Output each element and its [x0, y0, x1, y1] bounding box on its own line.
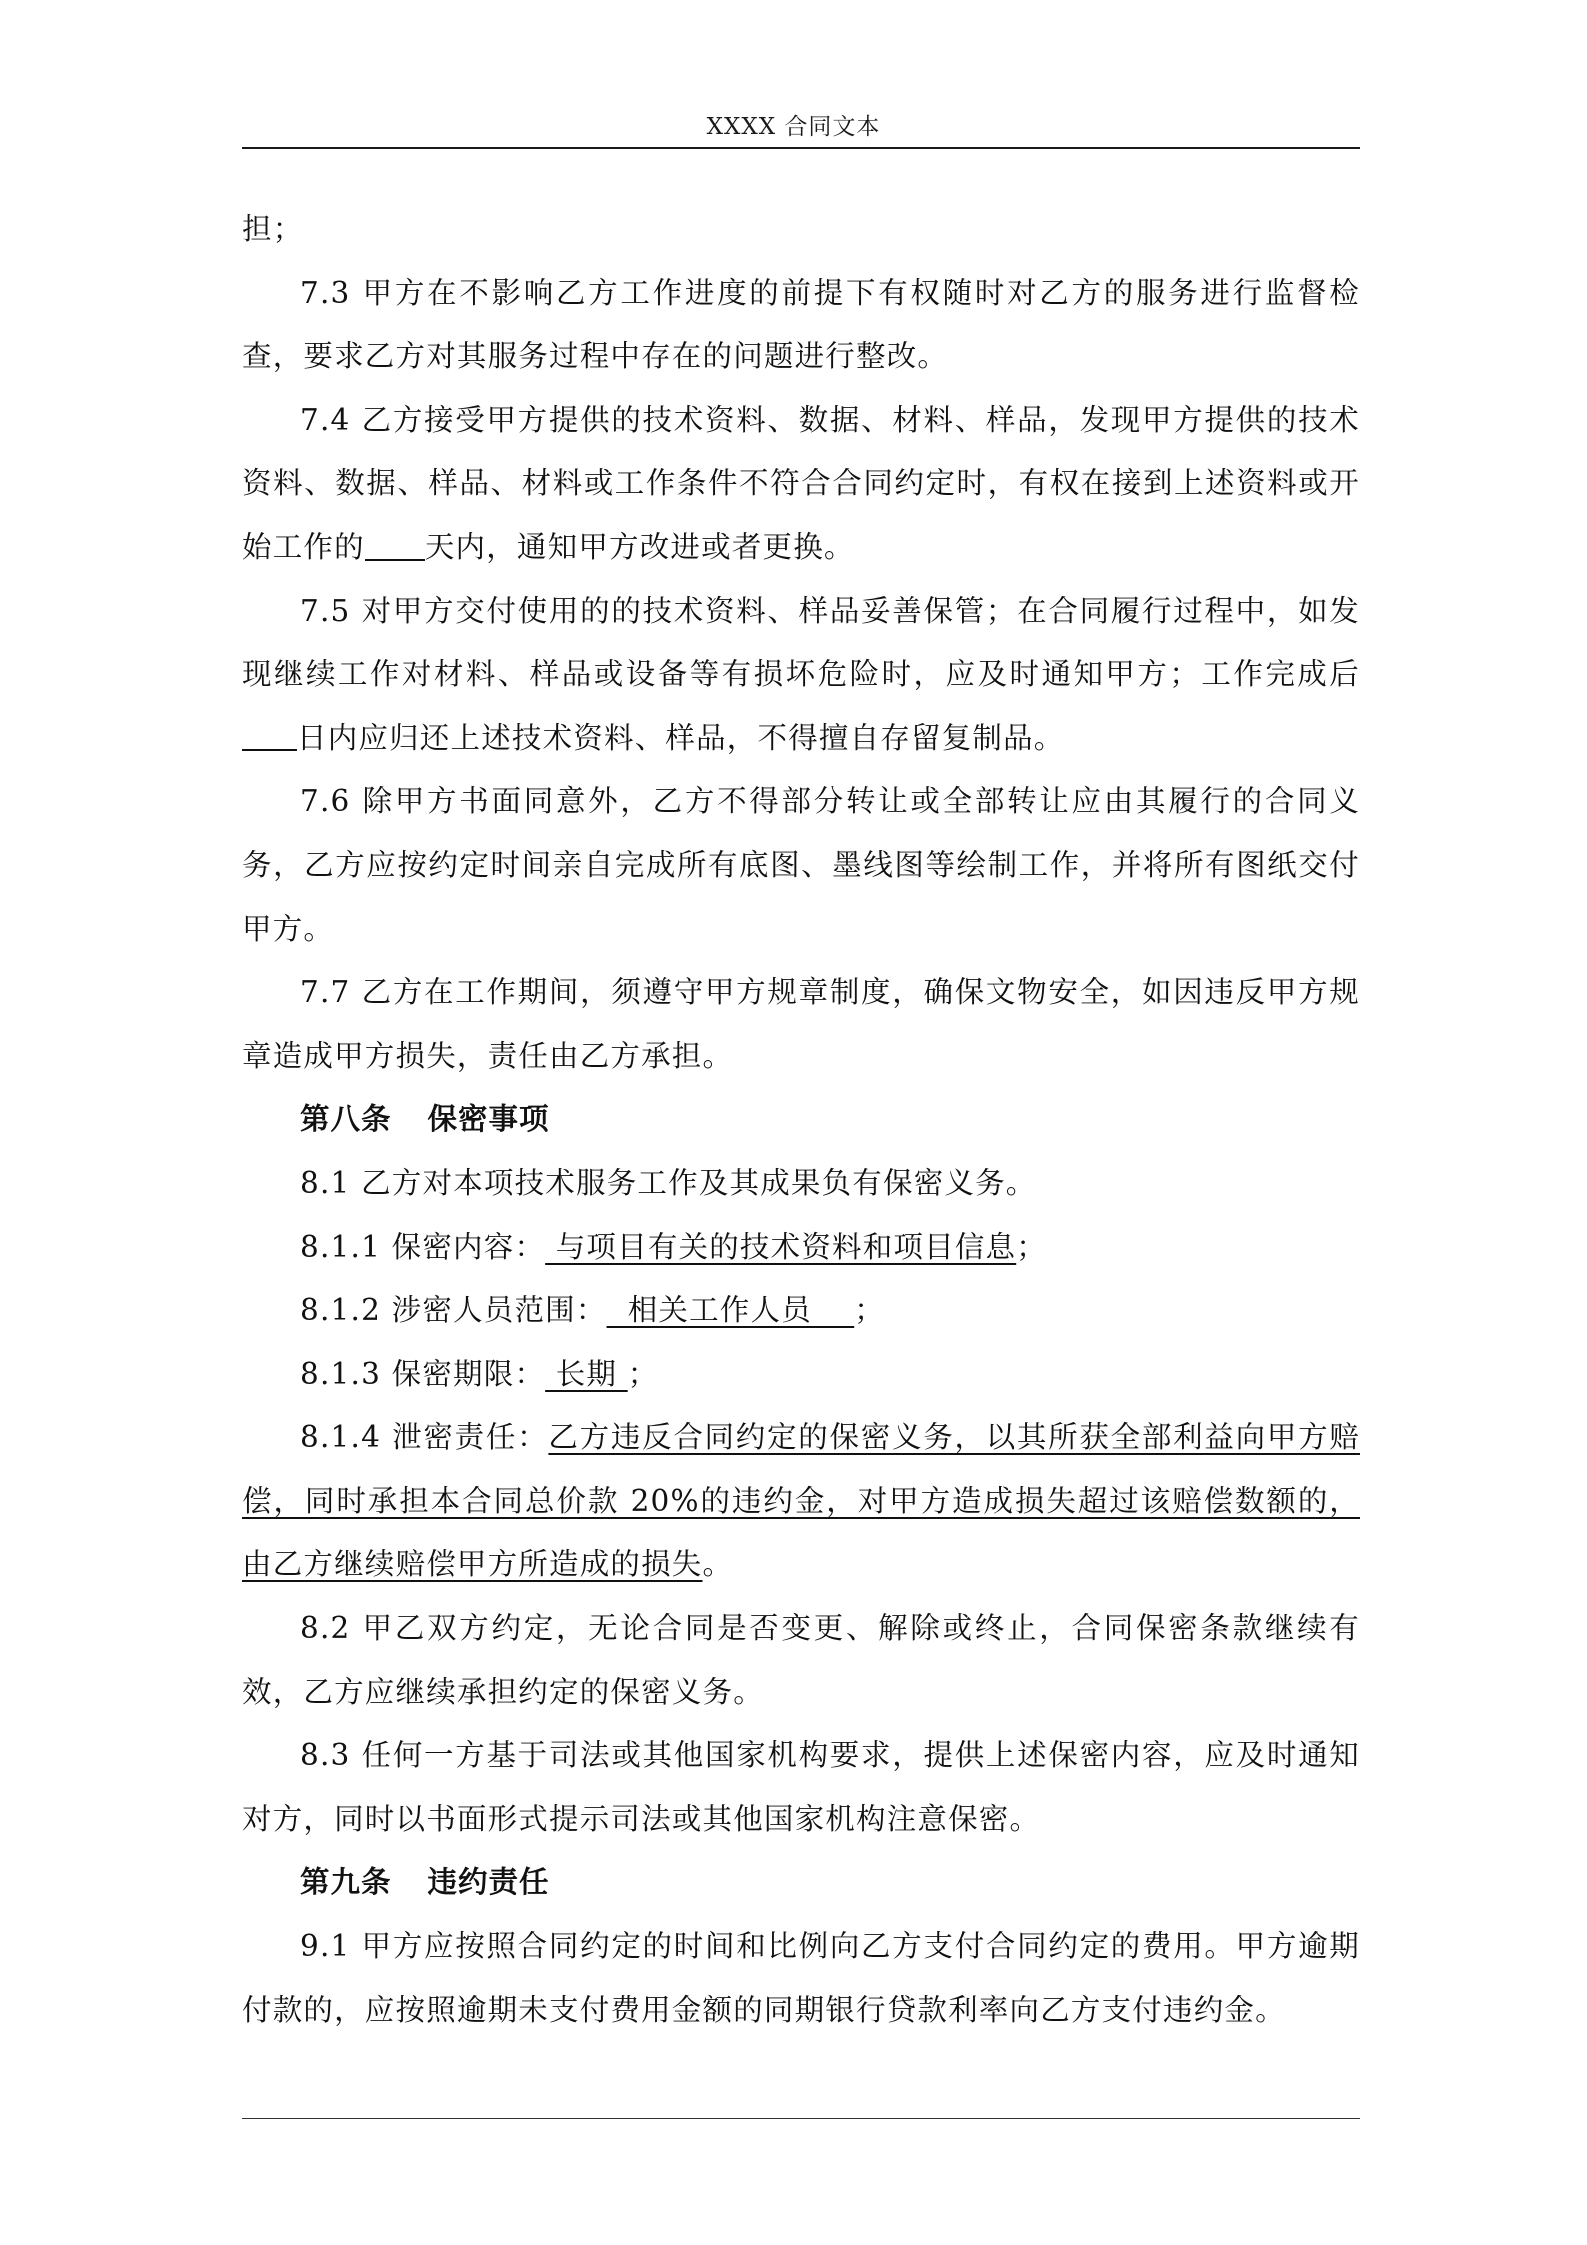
clause-8-1-2-label: 8.1.2 涉密人员范围：	[300, 1293, 607, 1328]
clause-7-7: 7.7 乙方在工作期间，须遵守甲方规章制度，确保文物安全，如因违反甲方规章造成甲方损失，责任由乙方承担。	[242, 975, 1360, 1073]
article-8-title: 保密事项	[427, 1102, 550, 1137]
article-8-heading	[242, 1088, 1360, 1152]
clause-9-1: 9.1 甲方应按照合同约定的时间和比例向乙方支付合同约定的费用。甲方逾期付款的，应按照逾期未支付费用金额的同期银行贷款利率向乙方支付违约金。	[242, 1929, 1360, 2027]
clause-8-1-4: 8.1.4 泄密责任：乙方违反合同约定的保密义务，以其所获全部利益向甲方赔偿，同时承担本合同总价款 20%的违约金，对甲方造成损失超过该赔偿数额的，由乙方继续赔偿甲方所造成的损失。	[242, 1420, 1361, 1582]
clause-8-3: 8.3 任何一方基于司法或其他国家机构要求，提供上述保密内容，应及时通知对方，同时以书面形式提示司法或其他国家机构注意保密。	[242, 1738, 1360, 1836]
article-9-heading	[242, 1851, 1360, 1915]
fill-in-blank-days	[242, 720, 297, 752]
confidential-period-value: 长期	[545, 1356, 628, 1391]
clause-8-1-1: 8.1.1 保密内容： 与项目有关的技术资料和项目信息；	[300, 1229, 1047, 1264]
clause-8-1-3: 8.1.3 保密期限： 长期 ；	[300, 1356, 659, 1391]
header-divider	[242, 147, 1360, 149]
clause-7-5	[242, 580, 1360, 771]
clause-7-3: 7.3 甲方在不影响乙方工作进度的前提下有权随时对乙方的服务进行监督检查，要求乙方对其服务过程中存在的问题进行整改。	[242, 275, 1360, 374]
clause-8-2: 8.2 甲乙双方约定，无论合同是否变更、解除或终止，合同保密条款继续有效，乙方应继续承担约定的保密义务。	[242, 1611, 1360, 1709]
page-header-title: XXXX 合同文本	[706, 114, 881, 140]
clause-7-4-text-end: 天内，通知甲方改进或者更换。	[424, 529, 855, 564]
fill-in-blank-days	[365, 529, 425, 561]
clause-7-5-text-end: 日内应归还上述技术资料、样品，不得擅自存留复制品。	[297, 720, 1065, 755]
footer-divider	[242, 2118, 1360, 2119]
clause-8-1-1-label: 8.1.1 保密内容：	[300, 1229, 546, 1264]
article-9-title: 违约责任	[427, 1865, 550, 1900]
leak-liability-value: 乙方违反合同约定的保密义务，以其所获全部利益向甲方赔偿，同时承担本合同总价款 20%的违约金，对甲方造成损失超过该赔偿数额的，由乙方继续赔偿甲方所造成的损失	[242, 1420, 1361, 1582]
paragraph-continuation: 担；	[242, 212, 304, 246]
clause-8-1-3-label: 8.1.3 保密期限：	[300, 1356, 546, 1391]
clause-7-4-text: 7.4 乙方接受甲方提供的技术资料、数据、材料、样品，发现甲方提供的技术资料、数据、样品、材料或工作条件不符合合同约定时，有权在接到上述资料或开始工作的	[242, 402, 1360, 564]
article-8-number: 第八条	[300, 1102, 392, 1137]
clause-7-5-text: 7.5 对甲方交付使用的的技术资料、样品妥善保管；在合同履行过程中，如发现继续工作对材料、样品或设备等有损坏危险时，应及时通知甲方；工作完成后	[242, 593, 1360, 692]
document-body	[242, 198, 1360, 2042]
clause-7-6: 7.6 除甲方书面同意外，乙方不得部分转让或全部转让应由其履行的合同义务，乙方应按约定时间亲自完成所有底图、墨线图等绘制工作，并将所有图纸交付甲方。	[242, 784, 1360, 946]
article-9-number: 第九条	[300, 1865, 392, 1900]
clause-8-1-4-label: 8.1.4 泄密责任：	[300, 1420, 549, 1455]
clause-8-1-2: 8.1.2 涉密人员范围： 相关工作人员 ；	[300, 1293, 885, 1328]
clause-8-1: 8.1 乙方对本项技术服务工作及其成果负有保密义务。	[300, 1165, 1037, 1200]
confidential-content-value: 与项目有关的技术资料和项目信息	[545, 1229, 1017, 1264]
confidential-personnel-value: 相关工作人员	[606, 1293, 855, 1328]
clause-7-4	[242, 389, 1360, 580]
